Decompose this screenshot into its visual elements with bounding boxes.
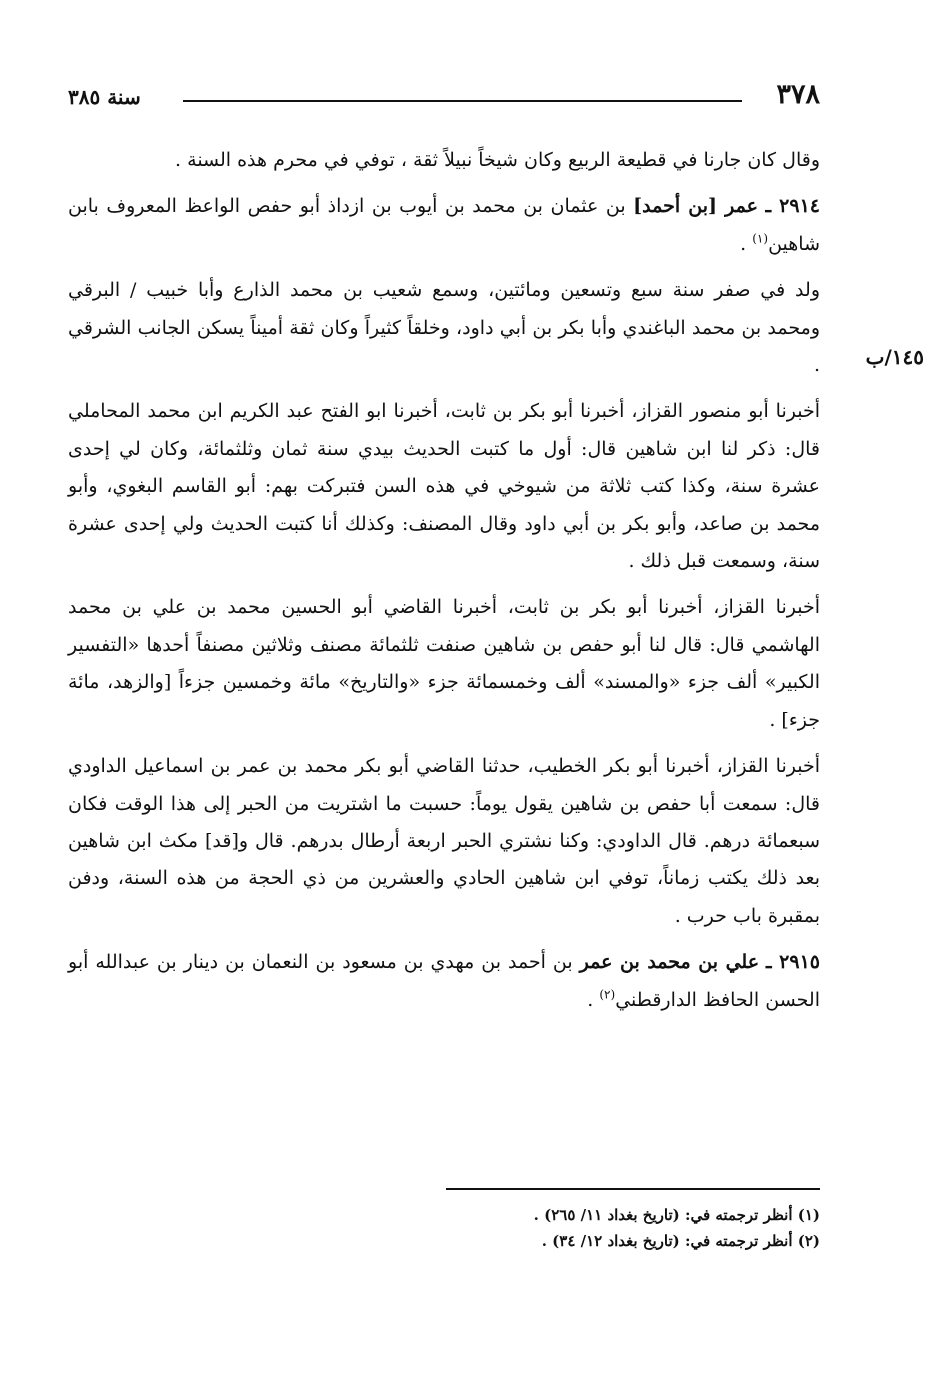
paragraph-birth bbox=[68, 272, 820, 384]
footnote-ref-1: (١) bbox=[752, 231, 769, 246]
paragraph-continuation bbox=[68, 142, 820, 179]
paragraph-narration-3 bbox=[68, 748, 820, 935]
paragraph-narration-2 bbox=[68, 589, 820, 739]
entry-2914 bbox=[68, 188, 820, 263]
page-header bbox=[68, 78, 820, 118]
entry-text: بن أحمد بن مهدي بن مسعود بن النعمان بن دينار بن عبدالله أبو الحسن الحافظ الدارقطني bbox=[68, 951, 820, 1011]
entry-text: بن عثمان بن محمد بن أيوب بن ازداذ أبو حفص الواعظ المعروف بابن شاهين bbox=[68, 195, 820, 255]
footnote-2: (٢) أنظر ترجمته في: (تاريخ بغداد ١٢/ ٣٤) . bbox=[541, 1232, 820, 1250]
footnote-rule bbox=[446, 1188, 820, 1190]
entry-number: ٢٩١٥ ـ bbox=[766, 951, 820, 974]
paragraph-text: وقال كان جارنا في قطيعة الربيع وكان شيخاً نبيلاً ثقة ، توفي في محرم هذه السنة . bbox=[175, 149, 820, 171]
entry-end: . bbox=[587, 988, 594, 1011]
paragraph-text: ولد في صفر سنة سبع وتسعين ومائتين، وسمع شعيب بن محمد الذارع وأبا خبيب / البرقي ومحمد بن محمد الباغندي وأبا بكر بن أبي داود، وخلقاً كثيراً وكان ثقة أميناً يسكن الجانب الشرقي . bbox=[68, 279, 820, 377]
margin-folio-note: ١٤٥/ب bbox=[865, 345, 924, 369]
header-rule bbox=[183, 100, 742, 102]
footnote-ref-2: (٢) bbox=[599, 987, 616, 1002]
main-text bbox=[68, 142, 820, 1028]
entry-end: . bbox=[740, 232, 747, 255]
entry-name: علي بن محمد بن عمر bbox=[579, 951, 760, 974]
footnote-1: (١) أنظر ترجمته في: (تاريخ بغداد ١١/ ٢٦٥) . bbox=[533, 1206, 820, 1224]
paragraph-text: أخبرنا أبو منصور القزاز، أخبرنا أبو بكر بن ثابت، أخبرنا ابو الفتح عبد الكريم ابن محمد المحاملي قال: ذكر لنا ابن شاهين قال: أول ما كتبت الحديث بيدي سنة ثمان وثلثمائة، وكان لي إحدى عشرة سنة، وكذا كتب ثلاثة من شيوخي في هذه السن فتبركت بهم: أبو القاسم البغوي، وأبو محمد بن صاعد، وأبو بكر بن أبي داود وقال المصنف: وكذلك أنا كتبت الحديث ولي إحدى عشرة سنة، وسمعت قبل ذلك . bbox=[68, 400, 820, 573]
paragraph-text: أخبرنا القزاز، أخبرنا أبو بكر بن ثابت، أخبرنا القاضي أبو الحسين محمد بن علي بن محمد الهاشمي قال: قال لنا أبو حفص بن شاهين صنفت ثلثمائة مصنف وثلاثين مصنفاً أحدها «التفسير الكبير» ألف جزء «والمسند» ألف وخمسمائة جزء «والتاريخ» مائة وخمسين جزءاً [والزهد، مائة جزء] . bbox=[68, 596, 820, 731]
footnotes bbox=[446, 1188, 820, 1254]
page-number: ٣٧٨ bbox=[776, 79, 820, 110]
entry-name: عمر [بن أحمد] bbox=[633, 195, 758, 218]
paragraph-text: أخبرنا القزاز، أخبرنا أبو بكر الخطيب، حدثنا القاضي أبو بكر محمد بن عمر بن اسماعيل الداودي قال: سمعت أبا حفص بن شاهين يقول يوماً: حسبت ما اشتريت من الحبر إلى هذا الوقت فكان سبعمائة درهم. قال الداودي: وكنا نشتري الحبر اربعة أرطال بدرهم. قال و[قد] مكث ابن شاهين بعد ذلك يكتب زماناً، توفي ابن شاهين الحادي والعشرين من ذي الحجة من هذه السنة، ودفن بمقبرة باب حرب . bbox=[68, 755, 820, 927]
running-head: سنة ٣٨٥ bbox=[68, 85, 141, 109]
paragraph-narration-1 bbox=[68, 393, 820, 580]
entry-2915 bbox=[68, 944, 820, 1019]
entry-number: ٢٩١٤ ـ bbox=[765, 195, 820, 218]
